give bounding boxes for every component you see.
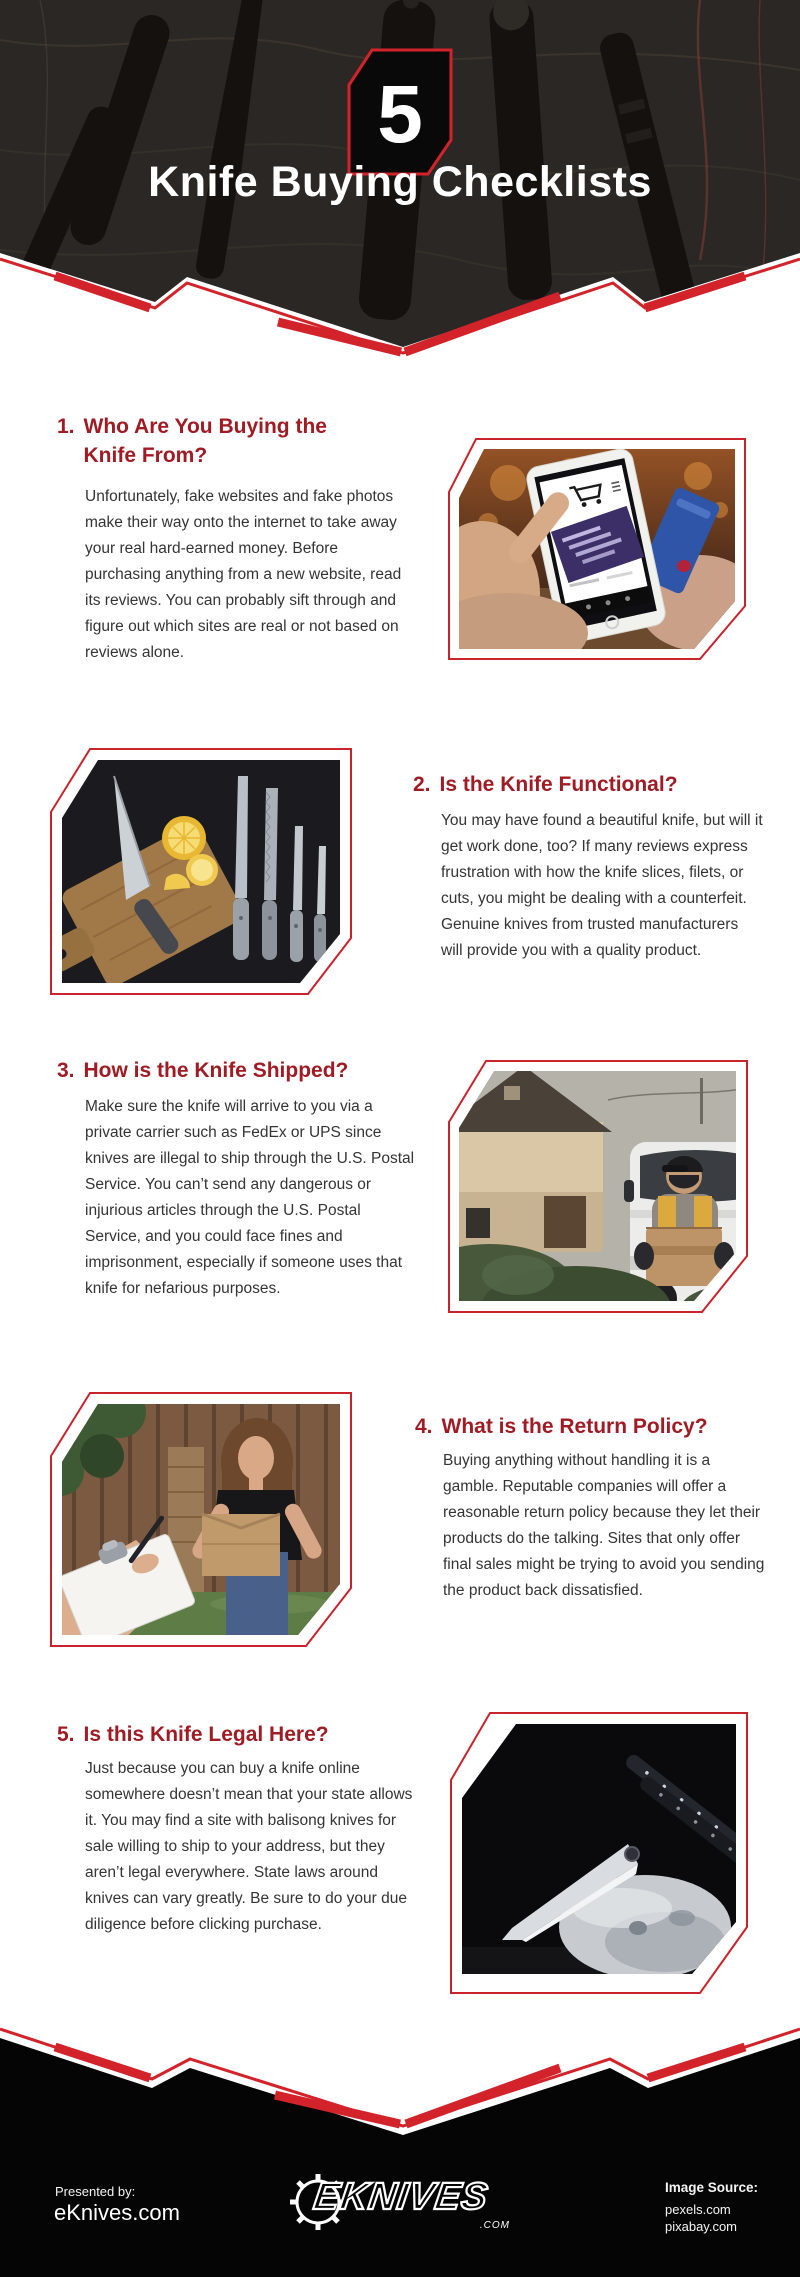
section-4-heading	[415, 1412, 785, 1441]
section-5-heading	[57, 1720, 437, 1749]
section-2-title: Is the Knife Functional?	[439, 773, 678, 796]
section-2-photo	[50, 748, 352, 995]
section-4-title: What is the Return Policy?	[441, 1415, 708, 1438]
section-3-title: How is the Knife Shipped?	[83, 1059, 349, 1082]
section-5-title: Is this Knife Legal Here?	[83, 1723, 329, 1746]
section-2-number: 2.	[413, 773, 431, 796]
footer-banner	[0, 2020, 800, 2277]
section-4-body: Buying anything without handling it is a gamble. Reputable companies will offer a reasonable return policy because they let their products do the talking. Sites that only offer final sales might be trying to avoid you sending the product back dissatisfied.	[443, 1452, 765, 1599]
image-source-item: pixabay.com	[665, 2219, 738, 2234]
page-title: Knife Buying Checklists	[148, 158, 652, 206]
section-1-body: Unfortunately, fake websites and fake photos make their way onto the internet to take away your real hard-earned money. Before purchasing anything from a new website, read its reviews. You can probably sift through and figure out which sites are real or not based on reviews alone.	[85, 488, 402, 661]
section-3-body: Make sure the knife will arrive to you via a private carrier such as FedEx or UPS since knives are illegal to ship through the U.S. Postal Service. You can’t send any dangerous or injurious articles through the U.S. Postal Service, and you could face fines and imprisonment, especially if someone uses that knife for nefarious purposes.	[85, 1098, 415, 1297]
section-4-number: 4.	[415, 1415, 433, 1438]
section-1-number: 1.	[57, 415, 75, 438]
section-3-number: 3.	[57, 1059, 75, 1082]
presented-by-label: Presented by:	[55, 2184, 136, 2199]
image-source-item: pexels.com	[665, 2202, 731, 2217]
image-source-label: Image Source:	[665, 2180, 759, 2195]
section-1-title: Who Are You Buying the Knife From?	[83, 415, 327, 467]
section-2-body: You may have found a beautiful knife, but will it get work done, too? If many reviews express frustration with how the knife slices, filets, or cuts, you might be dealing with a counterfeit. Genuine knives from trusted manufacturers will provide you with a quality product.	[441, 812, 763, 959]
header-count-badge	[347, 48, 453, 176]
logo-tld: .COM	[479, 2220, 510, 2231]
section-3-photo	[448, 1060, 748, 1313]
section-1-photo	[448, 438, 746, 660]
section-4-photo	[50, 1392, 352, 1647]
section-1	[57, 412, 417, 470]
presented-by-value: eKnives.com	[54, 2200, 180, 2225]
section-5-number: 5.	[57, 1723, 75, 1746]
section-3-heading	[57, 1056, 437, 1085]
logo-text: EKNIVES	[311, 2176, 491, 2218]
section-5-photo	[450, 1712, 748, 1994]
section-5-body: Just because you can buy a knife online somewhere doesn’t mean that your state allows it. You may find a site with balisong knives for sale willing to ship to your address, but they aren’t legal everywhere. State laws around knives can vary greatly. Be sure to do your due diligence before clicking purchase.	[85, 1760, 413, 1933]
eknives-logo	[286, 2168, 516, 2238]
section-2-heading	[413, 770, 773, 799]
badge-number: 5	[377, 69, 423, 160]
